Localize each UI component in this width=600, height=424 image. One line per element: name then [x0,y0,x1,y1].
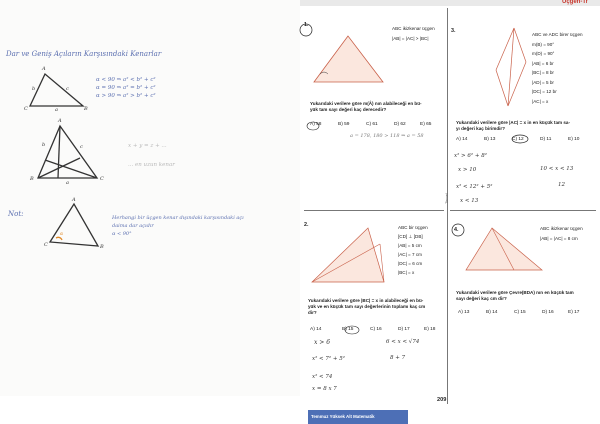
q1-body-1: Yukarıdaki verilere göre m(Â) nın alabileceği en bü- [310,101,422,106]
q4-given-1: ABC ikizkenar üçgen [540,226,583,231]
q4-given-2: |AB| = |AC| = 8 cm [540,236,578,241]
notes-title: Dar ve Geniş Açıların Karşısındaki Kenarlar [6,50,162,58]
q3-number: 3. [451,28,456,34]
q3-option[interactable]: C) 12 [512,137,524,142]
notes-figures [0,0,300,396]
q2-given-line: |AB| = 5 cm [398,243,422,248]
rule-line: α = 90 ⇒ a² = b² + c² [96,85,156,91]
q2-work-4: 8 + 7 [390,355,406,361]
q3-given-line: ABC ve ADC birer üçgen [532,32,583,37]
q4-option[interactable]: E) 17 [568,310,580,315]
tri1-side-b: b [32,86,36,92]
handwritten-notes [0,0,300,396]
side-label: Temel [443,193,449,204]
q3-given-line: m(B) = 90° [532,41,555,47]
q2-given [398,223,428,277]
q2-work-1: x > 6 [314,339,331,346]
rule-line: α > 90 ⇒ a² > b² + c² [96,93,156,99]
q1-option[interactable]: C) 61 [366,122,378,127]
note-text-line: α < 90° [112,231,132,237]
note-text [112,214,244,238]
q4-option[interactable]: D) 16 [542,310,554,315]
q3-body-1: Yukarıdaki verilere göre |AC| = x in en küçük tam sa- [456,120,571,125]
q3-work-2: x > 10 [458,167,477,173]
tri2-side-a: a [66,180,69,186]
tri3-vertex-b: B [100,244,104,250]
q3-work-6: 12 [558,182,565,188]
tri3-angle-alpha: α [60,232,64,237]
q4-number: 4. [454,227,459,233]
pencil-note-1: x + y = z + ... [128,143,167,149]
q4-option[interactable]: B) 14 [486,310,498,315]
q3-given-line: |DC| = 12 br [532,89,557,94]
rule-lines [96,76,156,100]
tri2-vertex-a: A [58,118,62,124]
q4-body-2: sayı değeri kaç cm dir? [456,296,507,301]
pencil-note-2: ... en uzun kenar [128,162,175,168]
note-text-line: Herhangi bir üçgen kenar dışındaki karşısındaki açı [112,215,244,221]
q2-given-line: [CD] ⊥ [DB] [398,234,423,239]
q1-option[interactable]: E) 65 [420,122,432,127]
q2-option[interactable]: A) 14 [310,327,322,332]
tri3-vertex-a: A [72,197,76,203]
tri2-vertex-b: B [30,176,34,182]
q1-body-2: yük tam sayı değeri kaç derecedir? [310,107,387,112]
tri1-vertex-a: A [42,66,46,72]
rule-line: α < 90 ⇒ a² < b² + c² [96,77,156,83]
q2-work-3: 6 < x < √74 [386,339,420,345]
q1-option[interactable]: D) 62 [394,122,406,127]
tri1-vertex-b: B [84,106,88,112]
q3-option[interactable]: D) 11 [540,137,552,142]
q3-work-4: x < 13 [460,198,479,204]
q1-number: 1. [304,22,309,28]
page-number: 209 [437,397,447,403]
q3-option[interactable]: A) 14 [456,137,468,142]
q2-given-line: |AC| = 7 cm [398,252,422,257]
q1-triangle [300,24,383,130]
brand-label: Üçgen-Tr [561,0,588,5]
q2-body-2: yük ve en küçük tam sayı değerlerinin toplamı kaç cm [308,304,426,309]
q3-body-2: yı değeri kaç birimdir? [456,126,506,131]
tri3-vertex-c: C [44,242,48,248]
triangle-1 [30,74,83,106]
q4-triangle [452,224,542,270]
triangle-2 [38,126,97,178]
note-text-line: daima dar açıdır [112,223,154,229]
q2-work-5: x² < 74 [312,374,333,380]
textbook-page [300,0,600,424]
tri1-side-a: a [55,107,58,113]
q3-given-line: |BC| = 8 br [532,70,554,75]
tri2-side-b: b [42,142,46,148]
q2-given-line: |BC| = x [398,270,415,275]
q2-option[interactable]: E) 18 [424,327,436,332]
q2-given-line: |DC| = 6 cm [398,261,423,266]
q2-option[interactable]: C) 16 [370,327,382,332]
note-label: Not: [8,210,24,218]
q3-given-line: |AB| = 6 br [532,60,554,66]
footer-band: Temmuz Yüksek Alt Matematik [308,410,408,424]
q2-triangle [312,228,384,334]
q3-given-line: |AD| = 5 br [532,79,554,85]
q4-option[interactable]: C) 15 [514,310,526,315]
q2-body-1: Yukarıdaki verilere göre |BC| = x in alabileceği en bü- [308,298,424,303]
q2-given-line: ABC bir üçgen [398,225,428,230]
q2-work-2: x² < 7² + 5² [312,356,345,362]
q1-given-1: ABC ikizkenar üçgen [392,26,435,31]
tri2-side-c: c [80,144,83,150]
q2-option[interactable]: B) 15 [342,327,354,332]
q4-option[interactable]: A) 13 [458,310,470,315]
q2-option[interactable]: D) 17 [398,327,410,332]
q3-work-1: x² > 6² + 8² [454,153,487,159]
q3-work-5: 10 < x < 13 [540,166,574,172]
triangle-3 [50,204,98,246]
q1-option[interactable]: A) 58 [310,122,322,127]
q3-option[interactable]: B) 13 [484,137,496,142]
q1-option[interactable]: B) 59 [338,122,350,127]
q3-given-line: |AC| = x [532,98,549,104]
q4-body-1: Yukarıdaki verilere göre Çevre(BDA) nın en küçük tam [456,290,574,295]
q2-number: 2. [304,222,309,228]
q3-option[interactable]: E) 10 [568,137,580,142]
q3-given-line: m(D) = 90° [532,51,555,56]
tri2-vertex-c: C [100,176,104,182]
tri1-side-c: c [66,86,69,92]
q1-work: a = 178, 180 > 118 ⇒ a = 58 [350,133,424,139]
q3-given [532,30,583,106]
q2-work-6: x = 8 x 7 [312,386,337,392]
q1-given-2: |AB| = |AC| > |BC| [392,36,429,41]
q2-body-3: dir? [308,310,317,315]
q3-work-3: x² < 12² + 5² [456,184,493,190]
tri1-vertex-c: C [24,106,28,112]
